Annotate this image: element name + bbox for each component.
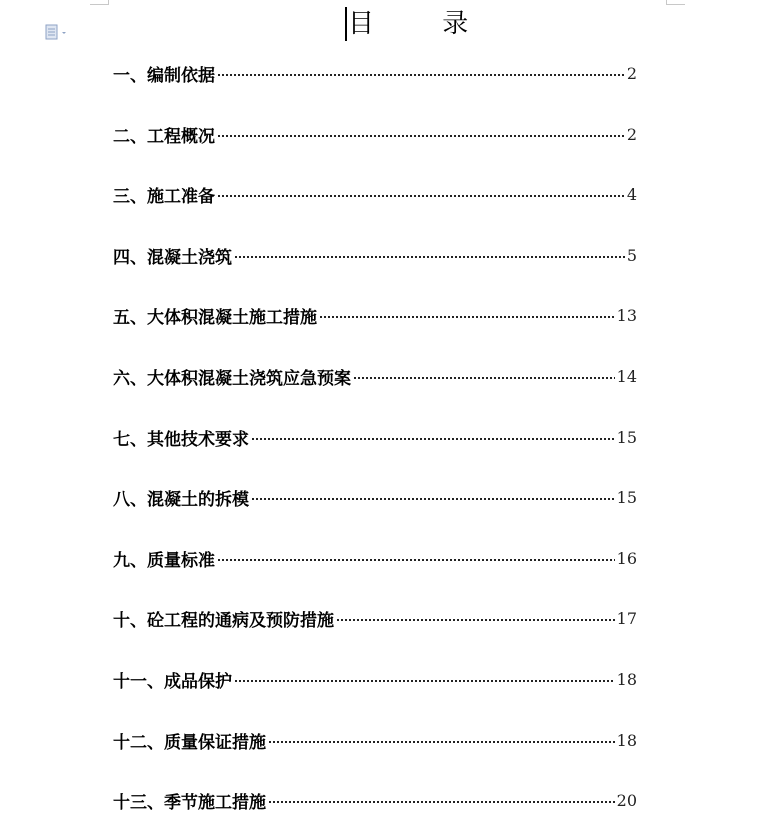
toc-dot-leader <box>268 725 615 755</box>
toc-entry[interactable] <box>113 58 637 88</box>
toc-entry-label: 九、质量标准 <box>113 550 215 571</box>
toc-entry-page-number: 5 <box>626 245 637 265</box>
toc-dot-leader <box>251 422 615 452</box>
toc-entry-page-number: 15 <box>616 427 637 447</box>
toc-entry[interactable] <box>113 240 637 270</box>
toc-dot-leader <box>217 179 625 209</box>
toc-entry-page-number: 2 <box>626 63 637 83</box>
toc-dot-leader <box>268 785 615 815</box>
toc-dot-leader <box>217 119 625 149</box>
toc-entry-label: 十三、季节施工措施 <box>113 792 266 813</box>
toc-entry-page-number: 18 <box>616 669 637 689</box>
toc-entry-label: 四、混凝土浇筑 <box>113 247 232 268</box>
toc-dot-leader <box>234 240 625 270</box>
toc-dot-leader <box>336 603 615 633</box>
toc-dot-leader <box>251 482 615 512</box>
document-title: 目 录 <box>348 9 499 39</box>
toc-entry-label: 二、工程概况 <box>113 126 215 147</box>
toc-entry-page-number: 14 <box>616 366 637 386</box>
toc-entry-page-number: 16 <box>616 548 637 568</box>
toc-dot-leader <box>234 664 615 694</box>
toc-entry-page-number: 20 <box>616 790 637 810</box>
toc-dot-leader <box>217 543 615 573</box>
toc-entry-page-number: 2 <box>626 124 637 144</box>
toc-entry[interactable] <box>113 543 637 573</box>
toc-entry[interactable] <box>113 300 637 330</box>
toc-entry[interactable] <box>113 179 637 209</box>
toc-entry[interactable] <box>113 785 637 815</box>
toc-entry-page-number: 13 <box>616 305 637 325</box>
toc-entry[interactable] <box>113 664 637 694</box>
toc-dot-leader <box>353 361 615 391</box>
toc-entry-label: 七、其他技术要求 <box>113 429 249 450</box>
crop-mark-right <box>666 0 685 5</box>
toc-entry-label: 十一、成品保护 <box>113 671 232 692</box>
toc-entry-label: 十二、质量保证措施 <box>113 732 266 753</box>
toc-entry-label: 一、编制依据 <box>113 65 215 86</box>
toc-entry[interactable] <box>113 119 637 149</box>
paste-options-icon[interactable] <box>45 24 75 40</box>
toc-entry[interactable] <box>113 422 637 452</box>
toc-dot-leader <box>217 58 625 88</box>
toc-entry[interactable] <box>113 482 637 512</box>
toc-entry[interactable] <box>113 361 637 391</box>
toc-entry-label: 六、大体积混凝土浇筑应急预案 <box>113 368 351 389</box>
toc-entry-label: 八、混凝土的拆模 <box>113 489 249 510</box>
toc-entry-page-number: 18 <box>616 730 637 750</box>
toc-dot-leader <box>319 300 615 330</box>
toc-entry-label: 五、大体积混凝土施工措施 <box>113 307 317 328</box>
toc-entry[interactable] <box>113 603 637 633</box>
toc-entry-label: 十、砼工程的通病及预防措施 <box>113 610 334 631</box>
toc-entry-page-number: 4 <box>626 184 637 204</box>
toc-entry-page-number: 15 <box>616 487 637 507</box>
toc-entry[interactable] <box>113 725 637 755</box>
text-cursor <box>345 7 347 41</box>
toc-entry-label: 三、施工准备 <box>113 186 215 207</box>
toc-entry-page-number: 17 <box>616 608 637 628</box>
crop-mark-left <box>90 0 109 5</box>
